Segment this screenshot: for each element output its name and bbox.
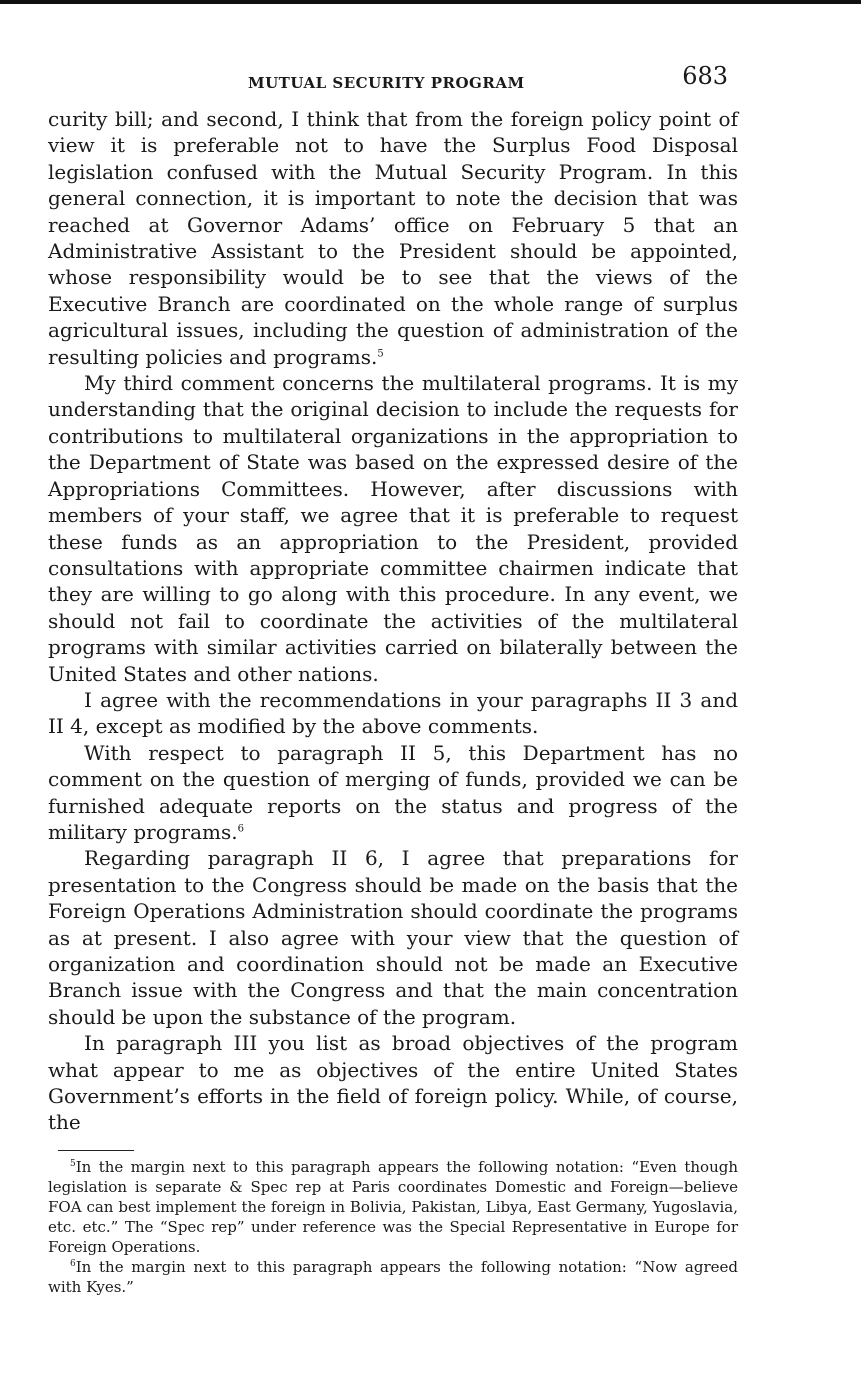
- paragraph-6: [48, 1030, 738, 1136]
- running-head: [48, 62, 738, 98]
- top-edge-rule: [0, 0, 861, 4]
- paragraph-1: [48, 106, 738, 370]
- running-title: MUTUAL SECURITY PROGRAM: [248, 74, 525, 92]
- paragraph-4-text: With respect to paragraph II 5, this Department has no comment on the question of merging of funds, provided we can be furnished adequate reports on the status and progress of the military programs.: [48, 740, 738, 844]
- paragraph-5-text: Regarding paragraph II 6, I agree that preparations for presentation to the Congress should be made on the basis that the Foreign Operations Administration should coordinate the programs as at present. I also agree with your view that the question of organization and coordination should not be made an Executive Branch issue with the Congress and that the main concentration should be upon the substance of the program.: [48, 846, 738, 1029]
- paragraph-5: [48, 845, 738, 1030]
- body-text: [48, 106, 738, 1136]
- footnotes: [48, 1157, 738, 1297]
- paragraph-2-text: My third comment concerns the multilateral programs. It is my understanding that the original decision to include the requests for contributions to multilateral organizations in the appropriation to the Department of State was based on the expressed desire of the Appropriations Committees. However, after discussions with members of your staff, we agree that it is preferable to request these funds as an appropriation to the President, provided consultations with appropriate committee chairmen indicate that they are willing to go along with this procedure. In any event, we should not fail to coordinate the activities of the multilateral programs with similar activities carried on bilaterally between the United States and other nations.: [48, 371, 738, 686]
- footnote-5-mark: 5: [70, 1158, 76, 1169]
- footnote-5-text: In the margin next to this paragraph appears the following notation: “Even though legislation is separate & Spec rep at Paris coordinates Domestic and Foreign—believe FOA can best implement the foreign in Bolivia, Pakistan, Libya, East Germany, Yugoslavia, etc. etc.” The “Spec rep” under reference was the Special Representative in Europe for Foreign Operations.: [48, 1157, 738, 1256]
- footnote-6: [48, 1257, 738, 1297]
- document-page: [48, 62, 738, 1297]
- footnote-ref-6: 6: [237, 823, 244, 835]
- paragraph-2: [48, 370, 738, 687]
- footnote-6-mark: 6: [70, 1258, 76, 1269]
- paragraph-6-text: In paragraph III you list as broad objectives of the program what appear to me as objectives of the entire United States Government’s efforts in the field of foreign policy. While, of course, the: [48, 1031, 738, 1135]
- paragraph-3-text: I agree with the recommendations in your paragraphs II 3 and II 4, except as modified by the above comments.: [48, 687, 738, 739]
- page-number: 683: [682, 62, 728, 90]
- paragraph-4: [48, 740, 738, 846]
- paragraph-1-text: curity bill; and second, I think that from the foreign policy point of view it is preferable not to have the Surplus Food Disposal legislation confused with the Mutual Security Program. In this general connection, it is important to note the decision that was reached at Governor Adams’ office on February 5 that an Administrative Assistant to the President should be appointed, whose responsibility would be to see that the views of the Executive Branch are coordinated on the whole range of surplus agricultural issues, including the question of administration of the resulting policies and programs.: [48, 107, 738, 369]
- footnote-5: [48, 1157, 738, 1257]
- footnote-ref-5: 5: [377, 348, 384, 359]
- footnote-divider: [58, 1150, 134, 1151]
- footnote-6-text: In the margin next to this paragraph appears the following notation: “Now agreed with Kyes.”: [48, 1257, 738, 1296]
- paragraph-3: [48, 687, 738, 740]
